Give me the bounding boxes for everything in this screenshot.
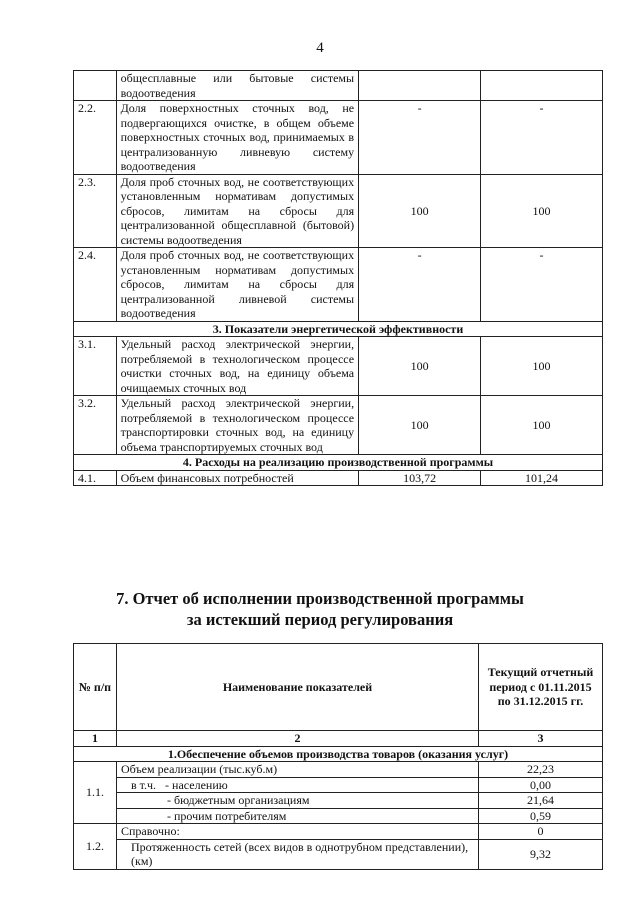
- indicator-value: 21,64: [479, 793, 603, 809]
- row-number: 2.2.: [74, 101, 117, 175]
- section-title: 3. Показатели энергетической эффективности: [74, 321, 603, 337]
- indicator-name: Доля проб сточных вод, не соответствующих установленным нормативам допустимых сбросов, лимитам на сбросы для централизованной общесплавной (бытовой) системы водоотведения: [116, 174, 359, 248]
- prefix-label: в т.ч.: [131, 777, 157, 792]
- value-fact: -: [481, 248, 603, 322]
- value-plan: [359, 71, 481, 101]
- table-row: [74, 777, 603, 793]
- value-fact: 100: [481, 174, 603, 248]
- table-row: [74, 762, 603, 778]
- indicator-name: [117, 777, 479, 793]
- value-fact: 101,24: [481, 470, 603, 486]
- section-title: 4. Расходы на реализацию производственной программы: [74, 455, 603, 471]
- table-row: [74, 101, 603, 175]
- column-number-row: [74, 731, 603, 747]
- indicator-name: Протяженность сетей (всех видов в однотрубном представлении), (км): [117, 839, 479, 869]
- indicator-name: - бюджетным организациям: [117, 793, 479, 809]
- header-name: Наименование показателей: [117, 644, 479, 731]
- table-row: [74, 71, 603, 101]
- section-row: [74, 746, 603, 762]
- table-row: [74, 470, 603, 486]
- indicator-name: Доля проб сточных вод, не соответствующих установленным нормативам допустимых сбросов, лимитам на сбросы для централизованной ливневой системы водоотведения: [116, 248, 359, 322]
- value-fact: 100: [481, 337, 603, 396]
- indicator-name: Удельный расход электрической энергии, потребляемой в технологическом процессе очистки сточных вод, на единицу объема очищаемых сточных вод: [116, 337, 359, 396]
- table-row: [74, 824, 603, 840]
- heading-line-1: 7. Отчет об исполнении производственной программы: [116, 589, 524, 608]
- indicators-table: [73, 70, 603, 486]
- table-row: [74, 793, 603, 809]
- row-number: 1.1.: [74, 762, 117, 824]
- heading-line-2: за истекший период регулирования: [186, 610, 454, 629]
- header-number: № п/п: [74, 644, 117, 731]
- indicator-value: 9,32: [479, 839, 603, 869]
- table-row: [74, 808, 603, 824]
- indicator-value: 0: [479, 824, 603, 840]
- section-heading: [0, 588, 640, 630]
- column-number: 3: [479, 731, 603, 747]
- value-fact: -: [481, 101, 603, 175]
- value-plan: -: [359, 101, 481, 175]
- row-number: 3.2.: [74, 396, 117, 455]
- value-fact: [481, 71, 603, 101]
- indicator-name: Доля поверхностных сточных вод, не подвергающихся очистке, в общем объеме поверхностных сточных вод, принимаемых в централизованную ливневую систему водоотведения: [116, 101, 359, 175]
- header-row: [74, 644, 603, 731]
- indicator-name: Объем финансовых потребностей: [116, 470, 359, 486]
- table-row: [74, 337, 603, 396]
- row-number: 2.3.: [74, 174, 117, 248]
- section-title: 1.Обеспечение объемов производства товаров (оказания услуг): [74, 746, 603, 762]
- value-plan: 100: [359, 174, 481, 248]
- row-number: [74, 71, 117, 101]
- indicator-name: Объем реализации (тыс.куб.м): [117, 762, 479, 778]
- column-number: 1: [74, 731, 117, 747]
- report-table: [73, 643, 603, 870]
- indicator-name: Справочно:: [117, 824, 479, 840]
- value-plan: -: [359, 248, 481, 322]
- table-row: [74, 174, 603, 248]
- row-number: 2.4.: [74, 248, 117, 322]
- value-plan: 103,72: [359, 470, 481, 486]
- indicator-value: 0,00: [479, 777, 603, 793]
- value-plan: 100: [359, 396, 481, 455]
- table-row: [74, 839, 603, 869]
- row-number: 1.2.: [74, 824, 117, 870]
- column-number: 2: [117, 731, 479, 747]
- row-number: 3.1.: [74, 337, 117, 396]
- indicator-name: - прочим потребителям: [117, 808, 479, 824]
- indicator-value: 22,23: [479, 762, 603, 778]
- header-period: Текущий отчетный период с 01.11.2015 по 31.12.2015 гг.: [479, 644, 603, 731]
- table-row: [74, 396, 603, 455]
- section-row: [74, 321, 603, 337]
- page-number: 4: [316, 40, 324, 56]
- table-row: [74, 248, 603, 322]
- section-row: [74, 455, 603, 471]
- indicator-name: Удельный расход электрической энергии, потребляемой в технологическом процессе транспортировки сточных вод, на единицу объема транспортируемых сточных вод: [116, 396, 359, 455]
- indicator-label: - населению: [165, 777, 228, 792]
- row-number: 4.1.: [74, 470, 117, 486]
- indicator-name: общесплавные или бытовые системы водоотведения: [116, 71, 359, 101]
- value-fact: 100: [481, 396, 603, 455]
- indicator-value: 0,59: [479, 808, 603, 824]
- value-plan: 100: [359, 337, 481, 396]
